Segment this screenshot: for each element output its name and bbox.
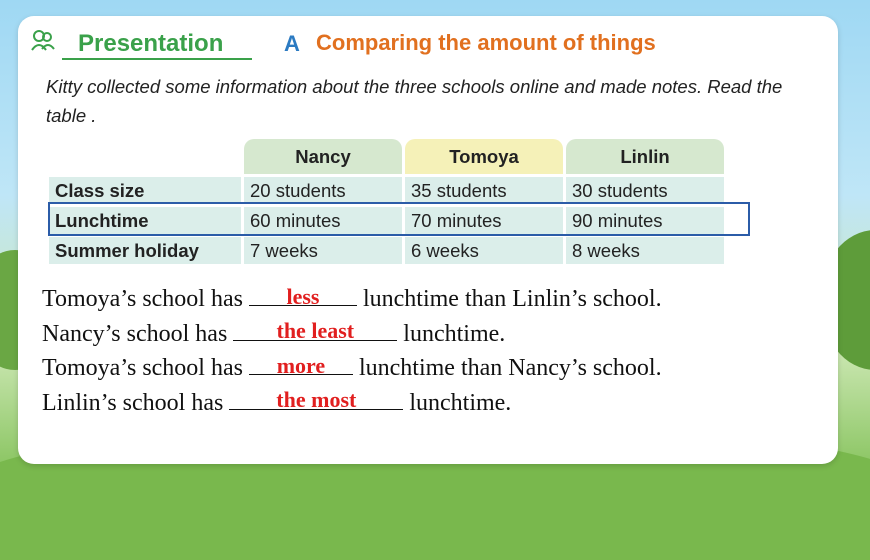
table-row	[49, 237, 724, 264]
sentence-text: lunchtime.	[403, 389, 512, 416]
sentence-line	[42, 386, 662, 421]
intro-text: Kitty collected some information about the three schools online and made notes. Read the table .	[46, 76, 783, 126]
answer-text: the least	[276, 318, 355, 343]
sentence-line	[42, 351, 662, 386]
people-icon	[30, 28, 56, 54]
section-title: Comparing the amount of things	[316, 30, 656, 55]
table-cell: 35 students	[405, 177, 563, 204]
answer-blank	[233, 318, 397, 341]
answer-text: the most	[276, 387, 357, 412]
table-row	[49, 177, 724, 204]
section-letter: A	[284, 31, 300, 56]
fill-in-sentences	[42, 282, 662, 420]
answer-text: less	[286, 283, 320, 309]
answer-blank	[249, 283, 357, 309]
sentence-text: lunchtime.	[397, 320, 506, 347]
sentence-text: Tomoya’s school has	[42, 286, 249, 312]
table-cell: 70 minutes	[405, 207, 563, 234]
table-cell: 30 students	[566, 177, 724, 204]
table-cell: 90 minutes	[566, 207, 724, 234]
table-cell: 60 minutes	[244, 207, 402, 234]
table-cell: 6 weeks	[405, 237, 563, 264]
lunchtime-highlight-box	[48, 202, 750, 236]
sentence-line	[42, 282, 662, 317]
table-cell: 7 weeks	[244, 237, 402, 264]
sentence-text: Tomoya’s school has	[42, 355, 249, 381]
sentence-text: lunchtime than Linlin’s school.	[356, 286, 662, 312]
answer-blank	[229, 387, 403, 410]
slide-header	[30, 24, 730, 64]
column-header-tomoya: Tomoya	[405, 139, 563, 174]
table-corner	[49, 139, 241, 174]
textbook-excerpt	[36, 66, 806, 276]
presentation-underline	[62, 58, 252, 60]
answer-text: more	[276, 352, 326, 378]
table-cell: 8 weeks	[566, 237, 724, 264]
sentence-line	[42, 317, 662, 352]
column-header-linlin: Linlin	[566, 139, 724, 174]
answer-blank	[249, 352, 353, 378]
table-cell: 20 students	[244, 177, 402, 204]
sentence-text: Nancy’s school has	[42, 320, 234, 347]
presentation-label: Presentation	[78, 30, 224, 57]
table-header-row	[49, 139, 724, 174]
row-label: Lunchtime	[49, 207, 241, 234]
row-label: Class size	[49, 177, 241, 204]
sentence-text: lunchtime than Nancy’s school.	[352, 355, 662, 381]
sentence-text: Linlin’s school has	[42, 389, 230, 416]
column-header-nancy: Nancy	[244, 139, 402, 174]
row-label: Summer holiday	[49, 237, 241, 264]
